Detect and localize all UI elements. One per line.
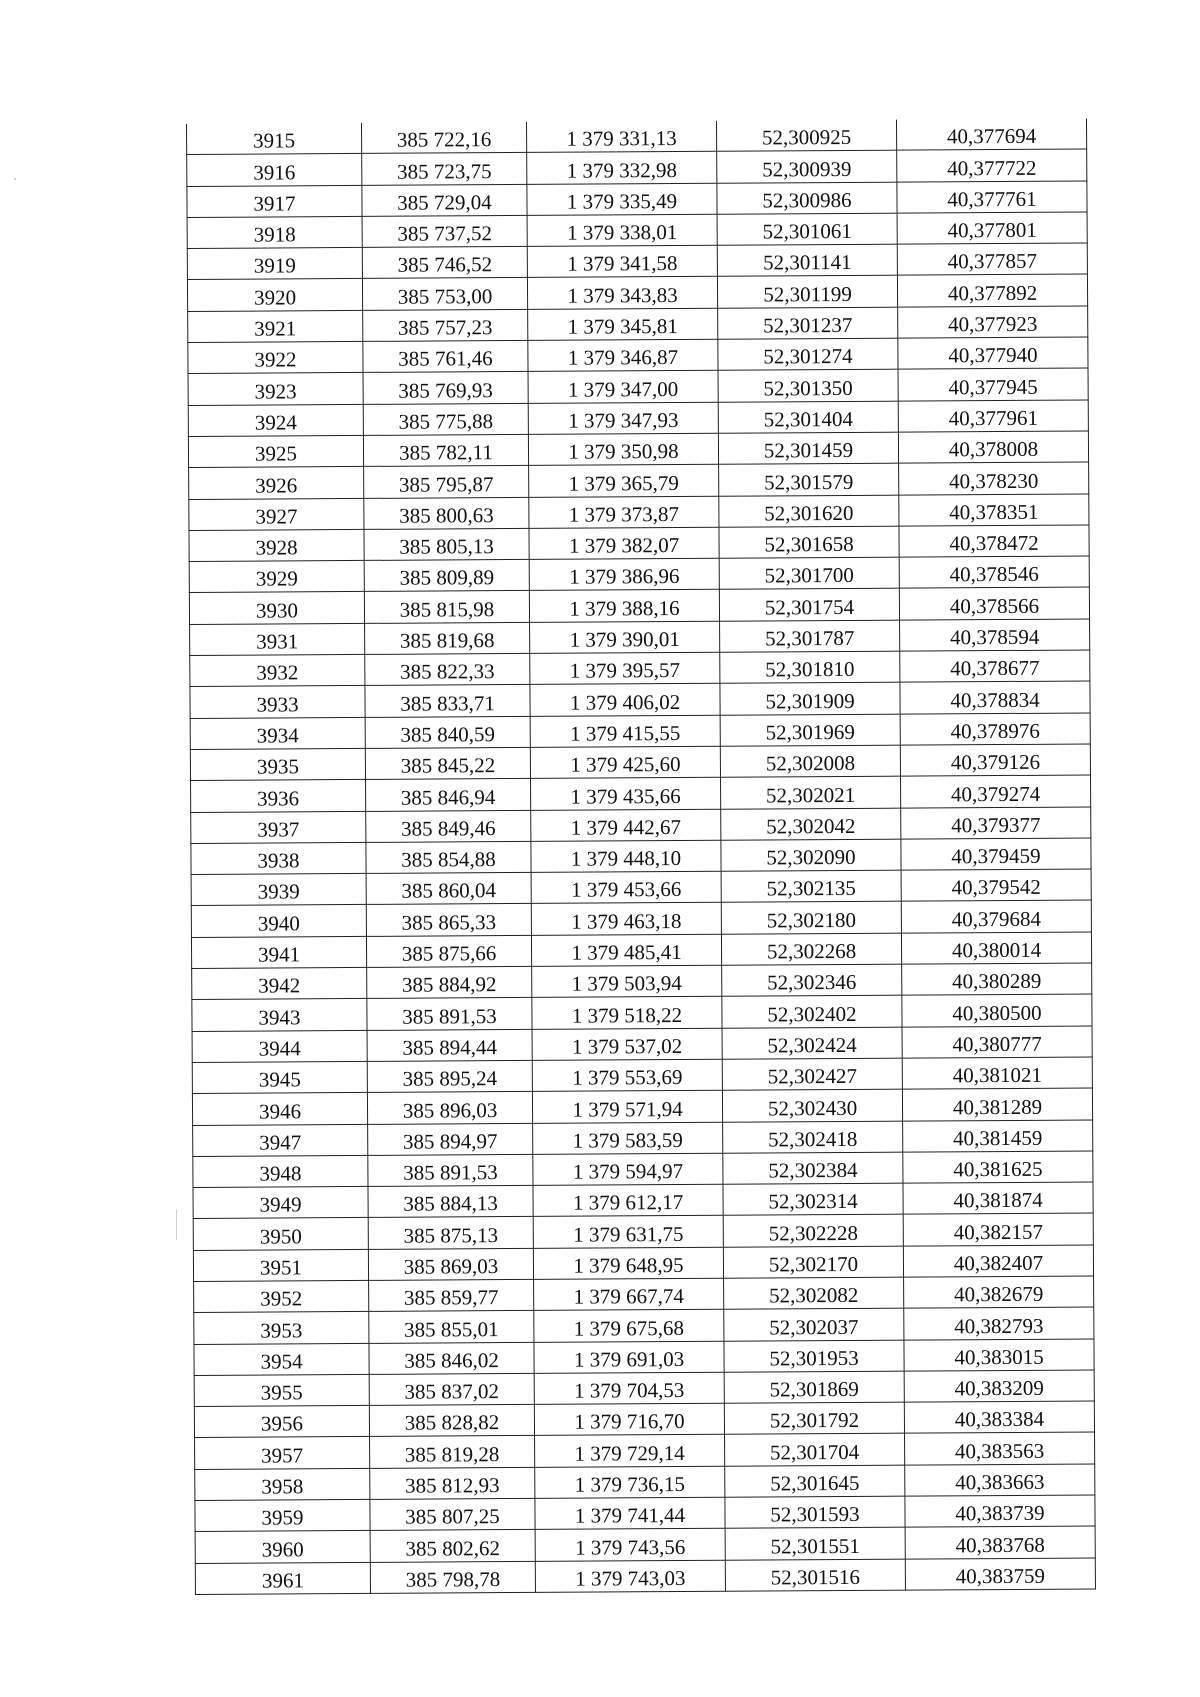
table-row [192,963,1092,1000]
table-row [193,1151,1093,1188]
y-coordinate-cell: 1 379 612,17 [533,1184,723,1216]
y-coordinate-cell: 1 379 442,67 [531,809,721,841]
latitude-cell: 52,301579 [719,463,899,495]
table-row [189,587,1089,624]
point-number-cell: 3933 [190,686,365,718]
table-row [194,1339,1094,1376]
y-coordinate-cell: 1 379 691,03 [534,1341,724,1373]
point-number-cell: 3918 [187,216,362,248]
longitude-cell: 40,379542 [901,869,1091,901]
latitude-cell: 52,301141 [717,244,897,276]
y-coordinate-cell: 1 379 667,74 [534,1278,724,1310]
table-row [190,650,1090,687]
y-coordinate-cell: 1 379 704,53 [534,1372,724,1404]
longitude-cell: 40,378677 [900,650,1090,682]
latitude-cell: 52,301869 [724,1371,904,1403]
latitude-cell: 52,301350 [718,370,898,402]
longitude-cell: 40,377945 [898,368,1088,400]
table-row [189,494,1089,531]
longitude-cell: 40,377923 [898,306,1088,338]
y-coordinate-cell: 1 379 347,93 [528,402,718,434]
latitude-cell: 52,301704 [725,1434,905,1466]
y-coordinate-cell: 1 379 365,79 [529,465,719,497]
y-coordinate-cell: 1 379 553,69 [532,1059,722,1091]
point-number-cell: 3924 [188,404,363,436]
longitude-cell: 40,383759 [905,1558,1095,1590]
point-number-cell: 3957 [195,1437,370,1469]
latitude-cell: 52,301909 [720,682,900,714]
x-coordinate-cell: 385 855,01 [369,1311,534,1343]
point-number-cell: 3935 [190,748,365,780]
x-coordinate-cell: 385 846,94 [366,779,531,811]
latitude-cell: 52,300925 [716,120,896,152]
x-coordinate-cell: 385 869,03 [368,1248,533,1280]
longitude-cell: 40,377694 [896,118,1086,150]
latitude-cell: 52,301404 [718,401,898,433]
y-coordinate-cell: 1 379 435,66 [531,777,721,809]
longitude-cell: 40,378008 [898,431,1088,463]
longitude-cell: 40,382407 [903,1245,1093,1277]
x-coordinate-cell: 385 769,93 [363,372,528,404]
point-number-cell: 3923 [188,373,363,405]
table-row [189,525,1089,562]
latitude-cell: 52,301620 [719,495,899,527]
longitude-cell: 40,380289 [902,963,1092,995]
latitude-cell: 52,302314 [723,1183,903,1215]
longitude-cell: 40,378472 [899,525,1089,557]
y-coordinate-cell: 1 379 453,66 [531,871,721,903]
longitude-cell: 40,377940 [898,337,1088,369]
latitude-cell: 52,302384 [723,1152,903,1184]
y-coordinate-cell: 1 379 518,22 [532,997,722,1029]
table-row [188,306,1088,343]
longitude-cell: 40,383739 [905,1495,1095,1527]
latitude-cell: 52,300939 [717,150,897,182]
longitude-cell: 40,378594 [900,619,1090,651]
x-coordinate-cell: 385 746,52 [362,247,527,279]
x-coordinate-cell: 385 795,87 [364,466,529,498]
table-row [187,243,1087,280]
longitude-cell: 40,382679 [904,1276,1094,1308]
table-row [191,869,1091,906]
longitude-cell: 40,379377 [901,807,1091,839]
table-row [192,994,1092,1031]
longitude-cell: 40,383015 [904,1339,1094,1371]
longitude-cell: 40,379459 [901,838,1091,870]
x-coordinate-cell: 385 891,53 [367,998,532,1030]
table-row [187,149,1087,186]
x-coordinate-cell: 385 802,62 [370,1530,535,1562]
table-row [195,1495,1095,1532]
table-row [187,212,1087,249]
y-coordinate-cell: 1 379 345,81 [528,308,718,340]
point-number-cell: 3960 [195,1531,370,1563]
longitude-cell: 40,380500 [902,994,1092,1026]
x-coordinate-cell: 385 761,46 [363,340,528,372]
point-number-cell: 3928 [189,529,364,561]
y-coordinate-cell: 1 379 743,56 [535,1529,725,1561]
table-row [191,932,1091,969]
point-number-cell: 3958 [195,1468,370,1500]
longitude-cell: 40,381874 [903,1182,1093,1214]
y-coordinate-cell: 1 379 386,96 [529,558,719,590]
longitude-cell: 40,383563 [905,1432,1095,1464]
y-coordinate-cell: 1 379 571,94 [532,1090,722,1122]
longitude-cell: 40,378976 [900,713,1090,745]
table-row [188,431,1088,468]
longitude-cell: 40,377761 [897,181,1087,213]
latitude-cell: 52,302427 [722,1058,902,1090]
point-number-cell: 3940 [191,905,366,937]
longitude-cell: 40,378566 [899,587,1089,619]
x-coordinate-cell: 385 859,77 [369,1279,534,1311]
x-coordinate-cell: 385 805,13 [364,528,529,560]
y-coordinate-cell: 1 379 331,13 [526,121,716,153]
y-coordinate-cell: 1 379 716,70 [534,1403,724,1435]
point-number-cell: 3925 [188,435,363,467]
y-coordinate-cell: 1 379 729,14 [535,1435,725,1467]
latitude-cell: 52,302082 [724,1277,904,1309]
table-row [191,838,1091,875]
x-coordinate-cell: 385 798,78 [370,1561,535,1593]
latitude-cell: 52,300986 [717,182,897,214]
x-coordinate-cell: 385 815,98 [364,591,529,623]
table-row [189,556,1089,593]
latitude-cell: 52,302228 [723,1215,903,1247]
table-row [194,1276,1094,1313]
x-coordinate-cell: 385 753,00 [362,278,527,310]
latitude-cell: 52,302424 [722,1027,902,1059]
latitude-cell: 52,302042 [721,808,901,840]
latitude-cell: 52,301551 [725,1527,905,1559]
point-number-cell: 3945 [192,1061,367,1093]
point-number-cell: 3931 [190,623,365,655]
longitude-cell: 40,379274 [900,775,1090,807]
longitude-cell: 40,381289 [902,1088,1092,1120]
longitude-cell: 40,377892 [897,274,1087,306]
y-coordinate-cell: 1 379 448,10 [531,840,721,872]
scan-speck [14,178,16,180]
table-row [194,1401,1094,1438]
table-row [193,1245,1093,1282]
x-coordinate-cell: 385 819,68 [365,622,530,654]
table-row [195,1464,1095,1501]
x-coordinate-cell: 385 884,92 [367,966,532,998]
longitude-cell: 40,379684 [901,900,1091,932]
point-number-cell: 3939 [191,874,366,906]
table-row [188,368,1088,405]
point-number-cell: 3959 [195,1499,370,1531]
longitude-cell: 40,377801 [897,212,1087,244]
table-row [188,400,1088,437]
longitude-cell: 40,383768 [905,1526,1095,1558]
x-coordinate-cell: 385 895,24 [367,1060,532,1092]
latitude-cell: 52,302346 [722,964,902,996]
latitude-cell: 52,301237 [718,307,898,339]
table-row [192,1057,1092,1094]
latitude-cell: 52,301700 [719,557,899,589]
point-number-cell: 3919 [187,248,362,280]
longitude-cell: 40,383209 [904,1370,1094,1402]
point-number-cell: 3932 [190,654,365,686]
y-coordinate-cell: 1 379 537,02 [532,1028,722,1060]
longitude-cell: 40,377857 [897,243,1087,275]
y-coordinate-cell: 1 379 341,58 [527,245,717,277]
point-number-cell: 3953 [194,1312,369,1344]
latitude-cell: 52,301274 [718,338,898,370]
longitude-cell: 40,378546 [899,556,1089,588]
x-coordinate-cell: 385 807,25 [370,1498,535,1530]
table-row [186,118,1086,154]
table-row [195,1558,1095,1595]
point-number-cell: 3955 [194,1374,369,1406]
y-coordinate-cell: 1 379 382,07 [529,527,719,559]
x-coordinate-cell: 385 757,23 [363,309,528,341]
table-row [191,775,1091,812]
point-number-cell: 3956 [194,1406,369,1438]
latitude-cell: 52,302090 [721,839,901,871]
latitude-cell: 52,301645 [725,1465,905,1497]
y-coordinate-cell: 1 379 741,44 [535,1497,725,1529]
point-number-cell: 3937 [191,811,366,843]
latitude-cell: 52,301459 [718,432,898,464]
point-number-cell: 3927 [189,498,364,530]
latitude-cell: 52,301658 [719,526,899,558]
latitude-cell: 52,302170 [723,1246,903,1278]
table-row [190,681,1090,718]
longitude-cell: 40,381625 [903,1151,1093,1183]
table-row [195,1432,1095,1469]
point-number-cell: 3916 [187,154,362,186]
x-coordinate-cell: 385 846,02 [369,1342,534,1374]
point-number-cell: 3930 [189,592,364,624]
latitude-cell: 52,302268 [721,933,901,965]
table-row [195,1526,1095,1563]
latitude-cell: 52,301199 [717,276,897,308]
x-coordinate-cell: 385 737,52 [362,215,527,247]
x-coordinate-cell: 385 884,13 [368,1185,533,1217]
coordinates-table [186,118,1096,1594]
longitude-cell: 40,378834 [900,681,1090,713]
latitude-cell: 52,302402 [722,995,902,1027]
latitude-cell: 52,302418 [723,1121,903,1153]
y-coordinate-cell: 1 379 335,49 [527,183,717,215]
point-number-cell: 3948 [193,1155,368,1187]
x-coordinate-cell: 385 894,44 [367,1029,532,1061]
latitude-cell: 52,302180 [721,902,901,934]
point-number-cell: 3929 [189,561,364,593]
y-coordinate-cell: 1 379 594,97 [533,1153,723,1185]
y-coordinate-cell: 1 379 583,59 [533,1122,723,1154]
x-coordinate-cell: 385 723,75 [362,153,527,185]
y-coordinate-cell: 1 379 631,75 [533,1216,723,1248]
x-coordinate-cell: 385 891,53 [368,1154,533,1186]
x-coordinate-cell: 385 865,33 [366,904,531,936]
latitude-cell: 52,302430 [722,1089,902,1121]
x-coordinate-cell: 385 819,28 [370,1436,535,1468]
x-coordinate-cell: 385 894,97 [368,1123,533,1155]
x-coordinate-cell: 385 800,63 [364,497,529,529]
table-row [192,1088,1092,1125]
longitude-cell: 40,381459 [903,1119,1093,1151]
x-coordinate-cell: 385 854,88 [366,841,531,873]
table-row [190,713,1090,750]
latitude-cell: 52,301061 [717,213,897,245]
y-coordinate-cell: 1 379 347,00 [528,371,718,403]
latitude-cell: 52,301516 [725,1559,905,1591]
point-number-cell: 3951 [193,1249,368,1281]
y-coordinate-cell: 1 379 350,98 [528,433,718,465]
y-coordinate-cell: 1 379 343,83 [527,277,717,309]
table-row [191,900,1091,937]
point-number-cell: 3961 [195,1562,370,1594]
x-coordinate-cell: 385 896,03 [367,1092,532,1124]
table-row [188,337,1088,374]
table-row [187,181,1087,218]
longitude-cell: 40,383384 [904,1401,1094,1433]
longitude-cell: 40,382793 [904,1307,1094,1339]
point-number-cell: 3922 [188,342,363,374]
x-coordinate-cell: 385 729,04 [362,184,527,216]
y-coordinate-cell: 1 379 338,01 [527,214,717,246]
y-coordinate-cell: 1 379 415,55 [530,715,720,747]
longitude-cell: 40,378351 [899,494,1089,526]
longitude-cell: 40,378230 [899,462,1089,494]
table-row [193,1182,1093,1219]
longitude-cell: 40,382157 [903,1213,1093,1245]
y-coordinate-cell: 1 379 425,60 [530,746,720,778]
longitude-cell: 40,380014 [901,932,1091,964]
y-coordinate-cell: 1 379 485,41 [531,934,721,966]
latitude-cell: 52,301953 [724,1340,904,1372]
point-number-cell: 3936 [191,780,366,812]
x-coordinate-cell: 385 875,66 [366,935,531,967]
table-row [193,1119,1093,1156]
x-coordinate-cell: 385 722,16 [361,122,526,154]
x-coordinate-cell: 385 822,33 [365,653,530,685]
y-coordinate-cell: 1 379 346,87 [528,339,718,371]
coordinates-table-body [186,118,1095,1594]
table-row [190,619,1090,656]
point-number-cell: 3926 [189,467,364,499]
y-coordinate-cell: 1 379 373,87 [529,496,719,528]
y-coordinate-cell: 1 379 743,03 [535,1560,725,1592]
y-coordinate-cell: 1 379 503,94 [532,965,722,997]
point-number-cell: 3946 [192,1093,367,1125]
y-coordinate-cell: 1 379 395,57 [530,652,720,684]
table-row [192,1026,1092,1063]
latitude-cell: 52,301593 [725,1496,905,1528]
table-row [191,807,1091,844]
point-number-cell: 3917 [187,185,362,217]
longitude-cell: 40,377722 [897,149,1087,181]
point-number-cell: 3949 [193,1187,368,1219]
point-number-cell: 3944 [192,1030,367,1062]
longitude-cell: 40,380777 [902,1026,1092,1058]
point-number-cell: 3943 [192,999,367,1031]
y-coordinate-cell: 1 379 736,15 [535,1466,725,1498]
x-coordinate-cell: 385 828,82 [369,1405,534,1437]
latitude-cell: 52,302037 [724,1308,904,1340]
latitude-cell: 52,302135 [721,870,901,902]
latitude-cell: 52,301787 [720,620,900,652]
point-number-cell: 3950 [193,1218,368,1250]
y-coordinate-cell: 1 379 332,98 [527,152,717,184]
x-coordinate-cell: 385 860,04 [366,873,531,905]
x-coordinate-cell: 385 833,71 [365,685,530,717]
x-coordinate-cell: 385 875,13 [368,1217,533,1249]
longitude-cell: 40,381021 [902,1057,1092,1089]
x-coordinate-cell: 385 809,89 [364,560,529,592]
y-coordinate-cell: 1 379 406,02 [530,684,720,716]
point-number-cell: 3934 [190,717,365,749]
y-coordinate-cell: 1 379 390,01 [530,621,720,653]
x-coordinate-cell: 385 840,59 [365,716,530,748]
latitude-cell: 52,301792 [724,1402,904,1434]
latitude-cell: 52,302021 [721,776,901,808]
x-coordinate-cell: 385 845,22 [365,747,530,779]
table-row [194,1370,1094,1407]
x-coordinate-cell: 385 775,88 [363,403,528,435]
latitude-cell: 52,301969 [720,714,900,746]
table-row [194,1307,1094,1344]
table-row [193,1213,1093,1250]
point-number-cell: 3942 [192,967,367,999]
table-row [189,462,1089,499]
point-number-cell: 3921 [188,310,363,342]
point-number-cell: 3947 [193,1124,368,1156]
scan-speck [176,1210,177,1240]
point-number-cell: 3952 [194,1280,369,1312]
y-coordinate-cell: 1 379 388,16 [529,590,719,622]
x-coordinate-cell: 385 782,11 [363,434,528,466]
point-number-cell: 3941 [191,936,366,968]
x-coordinate-cell: 385 812,93 [370,1467,535,1499]
table-row [190,744,1090,781]
y-coordinate-cell: 1 379 648,95 [533,1247,723,1279]
longitude-cell: 40,379126 [900,744,1090,776]
latitude-cell: 52,301810 [720,651,900,683]
x-coordinate-cell: 385 849,46 [366,810,531,842]
point-number-cell: 3920 [187,279,362,311]
point-number-cell: 3938 [191,842,366,874]
table-row [187,274,1087,311]
point-number-cell: 3915 [186,123,361,155]
y-coordinate-cell: 1 379 463,18 [531,903,721,935]
latitude-cell: 52,302008 [720,745,900,777]
longitude-cell: 40,383663 [905,1464,1095,1496]
longitude-cell: 40,377961 [898,400,1088,432]
point-number-cell: 3954 [194,1343,369,1375]
y-coordinate-cell: 1 379 675,68 [534,1310,724,1342]
latitude-cell: 52,301754 [719,589,899,621]
x-coordinate-cell: 385 837,02 [369,1373,534,1405]
